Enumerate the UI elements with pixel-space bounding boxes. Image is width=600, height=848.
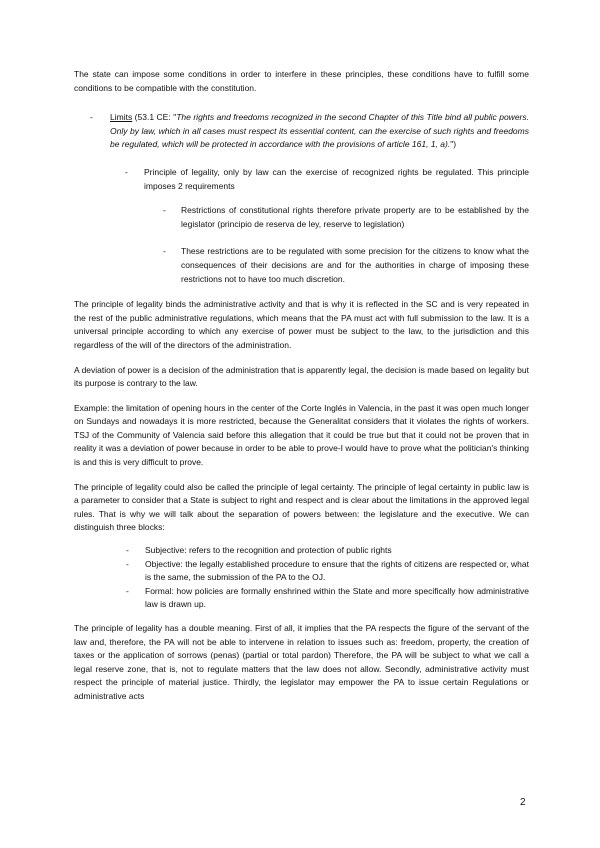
page-content bbox=[74, 68, 529, 704]
legality-item bbox=[125, 166, 529, 193]
requirement-text: These restrictions are to be regulated with some precision for the citizens to know what the consequences of their decisions are and for the authorities in charge of imposing these restrictions not to have too much discretion. bbox=[181, 246, 529, 284]
block-text: Subjective: refers to the recognition and protection of public rights bbox=[145, 545, 392, 556]
blocks-list bbox=[126, 544, 529, 612]
block-text: Objective: the legally established procedure to ensure that the rights of citizens are respected or, what is the same, the submission of the PA to the OJ. bbox=[145, 558, 529, 583]
bullet-dash: - bbox=[126, 545, 129, 556]
requirement-item-1 bbox=[163, 204, 529, 231]
block-item-objective bbox=[126, 558, 529, 585]
limits-item bbox=[90, 111, 529, 152]
requirement-item-2 bbox=[163, 245, 529, 286]
limits-ref: (53.1 CE: " bbox=[132, 112, 177, 123]
block-text: Formal: how policies are formally enshrined within the State and more specifically how administrative law is drawn up. bbox=[145, 585, 529, 610]
binds-paragraph: The principle of legality binds the administrative activity and that is why it is reflected in the SC and is very repeated in the rest of the public administrative regulations, which means that the PA must act with full submission to the law. It is a universal principle according to which any exercise of power must be subject to the law, to the jurisdiction and this regardless of the will of the directors of the administration. bbox=[74, 299, 529, 350]
bullet-dash: - bbox=[126, 585, 129, 596]
intro-paragraph: The state can impose some conditions in order to interfere in these principles, these conditions have to fulfill some conditions to be compatible with the constitution. bbox=[74, 69, 529, 93]
certainty-paragraph: The principle of legality could also be called the principle of legal certainty. The principle of legal certainty in public law is a parameter to consider that a State is subject to right and respect and is clear about the limitations in the approved legal rules. That is why we will talk about the separation of powers between: the legislature and the executive. We can distinguish three blocks: bbox=[74, 481, 529, 533]
page-number: 2 bbox=[520, 797, 526, 808]
bullet-dash: - bbox=[163, 246, 166, 257]
limits-quote: The rights and freedoms recognized in the second Chapter of this Title bind all public powers. Only by law, which in all cases must respect its essential content, can the exercise of such rights and freedoms be regulated, which will be protected in accordance with the provisions of article 161, 1, a). bbox=[110, 112, 529, 150]
bullet-dash: - bbox=[125, 166, 128, 177]
bullet-dash: - bbox=[90, 112, 93, 123]
deviation-paragraph: A deviation of power is a decision of the administration that is apparently legal, the decision is made based on legality but its purpose is contrary to the law. bbox=[74, 364, 529, 389]
bullet-dash: - bbox=[163, 205, 166, 216]
limits-close: ") bbox=[450, 139, 457, 150]
bullet-dash: - bbox=[126, 558, 129, 569]
block-item-formal bbox=[126, 585, 529, 612]
requirement-text: Restrictions of constitutional rights therefore private property are to be established by the legislator (principio de reserva de ley, reserve to legislation) bbox=[181, 205, 529, 229]
limits-label: Limits bbox=[110, 112, 133, 123]
double-meaning-paragraph: The principle of legality has a double meaning. First of all, it implies that the PA respects the figure of the servant of the law and, therefore, the PA will not be able to intervene in relation to issues such as: freedom, property, the creation of taxes or the application of sorrows (penas) (partial or total pardon) Therefore, the PA will be subject to what we call a legal reserve zone, that is, not to regulate matters that the law does not allow. Secondly, administrative activity must respect the principle of material justice. Thirdly, the legislator may empower the PA to issue certain Regulations or administrative acts bbox=[74, 623, 529, 701]
example-paragraph: Example: the limitation of opening hours in the center of the Corte Inglés in Valencia, in the past it was open much longer on Sundays and nowadays it is more restricted, because the Generalitat considers that it violates the rights of workers. TSJ of the Community of Valencia said before this allegation that it could be true but that it could not be proven that in reality it was a deviation of power because in order to be able to prove-I would have to prove what the politician's thinking is and this is very difficult to prove. bbox=[74, 402, 529, 468]
block-item-subjective bbox=[126, 544, 529, 558]
legality-text: Principle of legality, only by law can the exercise of recognized rights be regulated. This principle imposes 2 requirements bbox=[144, 166, 529, 191]
limits-text bbox=[110, 111, 529, 152]
